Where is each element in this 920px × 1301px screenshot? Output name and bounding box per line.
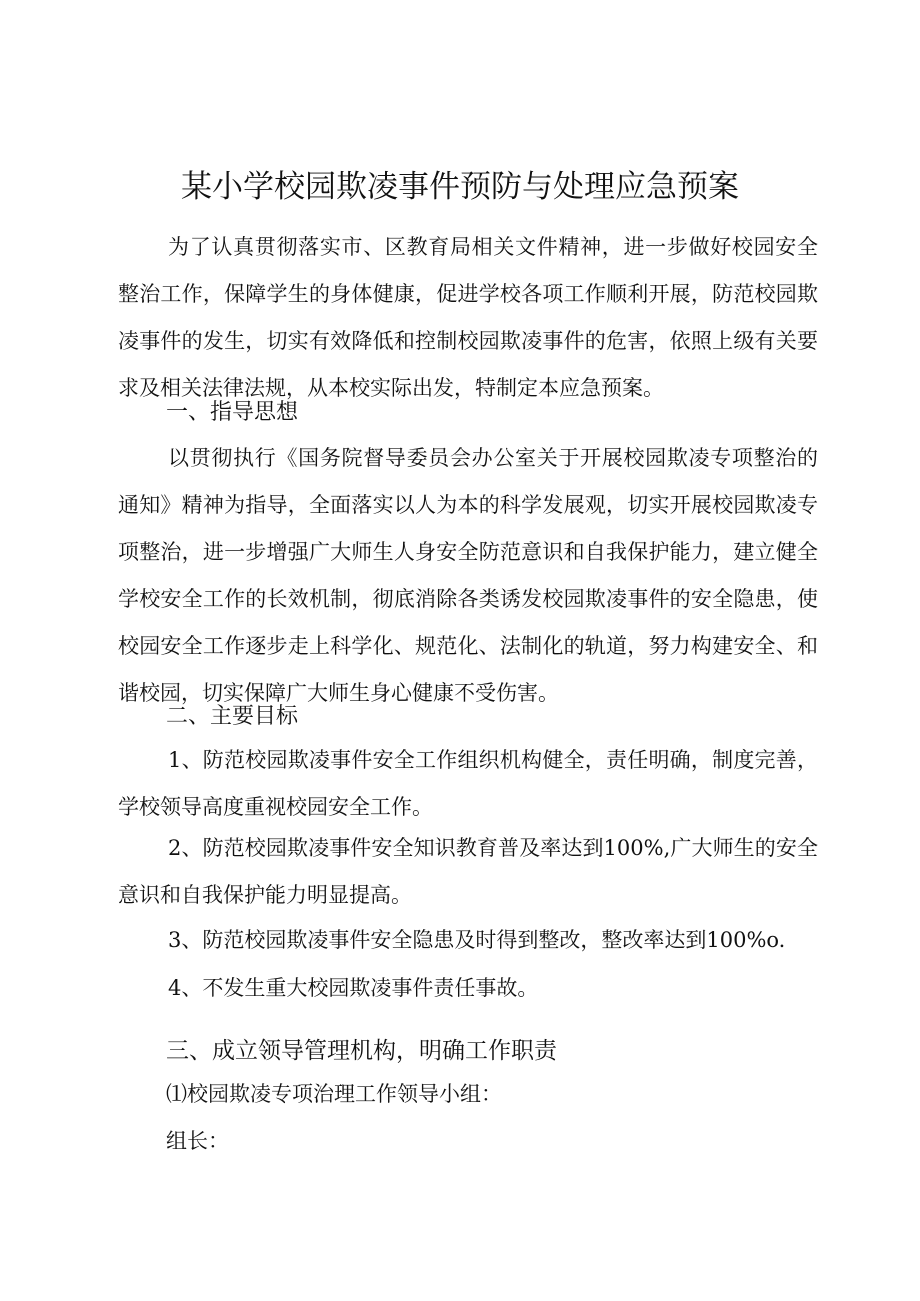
goal-item-4: 4、不发生重大校园欺凌事件责任事故。: [168, 976, 539, 1000]
document-title: 某小学校园欺凌事件预防与处理应急预案: [181, 169, 739, 205]
goal-item-2: 2、防范校园欺凌事件安全知识教育普及率达到100%,广大师生的安全意识和自我保护能力明显提高。: [118, 836, 818, 907]
leader-line: 组长：: [166, 1129, 229, 1153]
section-heading-main-goals: 二、主要目标: [166, 704, 299, 729]
section-heading-guiding-ideology: 一、指导思想: [166, 400, 299, 425]
leadership-group-line: ⑴校园欺凌专项治理工作领导小组：: [166, 1082, 502, 1106]
goal-item-1: 1、防范校园欺凌事件安全工作组织机构健全，责任明确，制度完善，学校领导高度重视校园安全工作。: [118, 748, 818, 819]
intro-paragraph: 为了认真贯彻落实市、区教育局相关文件精神，进一步做好校园安全整治工作，保障学生的身体健康，促进学校各项工作顺利开展，防范校园欺凌事件的发生，切实有效降低和控制校园欺凌事件的危害，依照上级有关要求及相关法律法规，从本校实际出发，特制定本应急预案。: [118, 235, 818, 400]
guiding-ideology-paragraph: 以贯彻执行《国务院督导委员会办公室关于开展校园欺凌专项整治的通知》精神为指导，全面落实以人为本的科学发展观，切实开展校园欺凌专项整治，进一步增强广大师生人身安全防范意识和自我保护能力，建立健全学校安全工作的长效机制，彻底消除各类诱发校园欺凌事件的安全隐患，使校园安全工作逐步走上科学化、规范化、法制化的轨道，努力构建安全、和谐校园，切实保障广大师生身心健康不受伤害。: [118, 446, 818, 705]
section-heading-leadership: 三、成立领导管理机构，明确工作职责: [166, 1038, 557, 1064]
goal-item-3: 3、防范校园欺凌事件安全隐患及时得到整改，整改率达到100%o.: [168, 928, 786, 952]
